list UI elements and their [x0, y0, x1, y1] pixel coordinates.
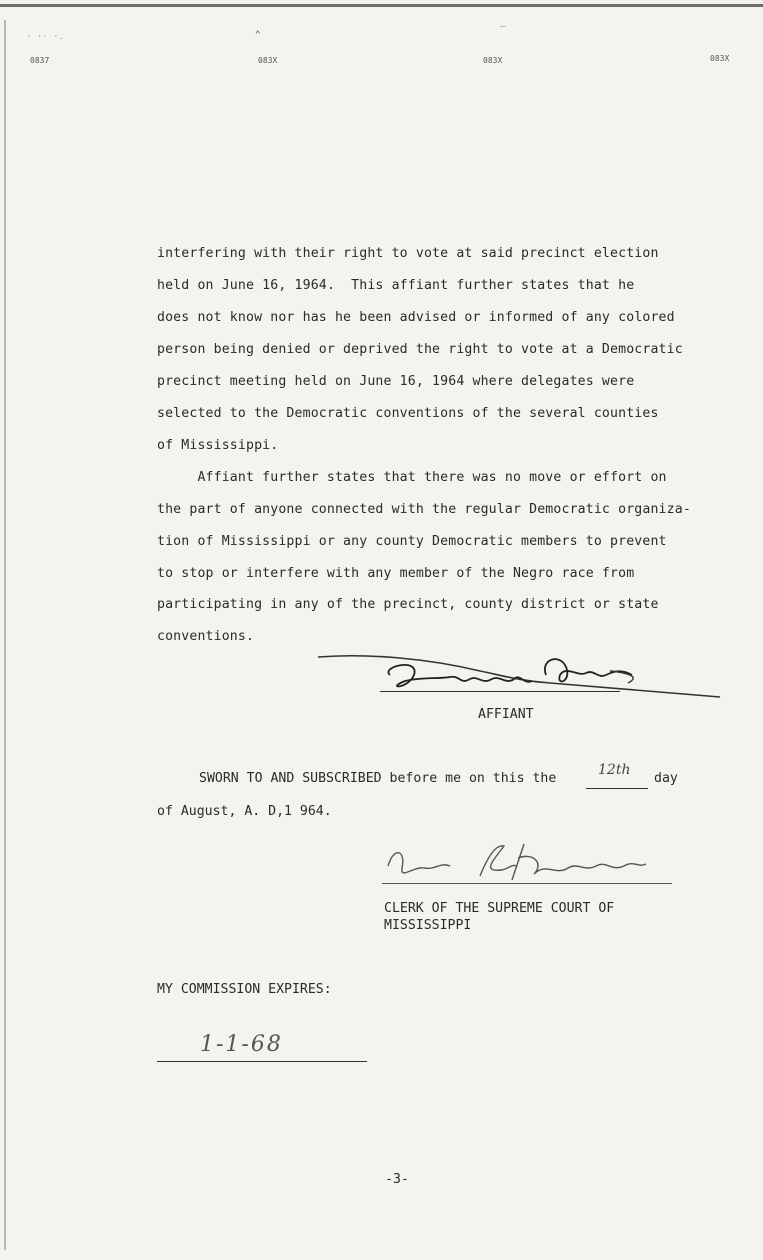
body-line: held on June 16, 1964. This affiant further states that he — [157, 278, 635, 293]
affiant-signature — [310, 645, 730, 705]
sworn-day-line — [586, 788, 648, 789]
body-line: conventions. — [157, 629, 255, 644]
body-line: of Mississippi. — [157, 438, 279, 453]
body-line: precinct meeting held on June 16, 1964 where delegates were — [157, 374, 635, 389]
commission-expires-label: MY COMMISSION EXPIRES: — [157, 982, 332, 997]
header-mark: 083X — [483, 56, 503, 65]
body-line: interfering with their right to vote at said precinct election — [157, 246, 659, 261]
commission-date-line — [157, 1061, 367, 1062]
sworn-day-handwritten: 12th — [598, 762, 631, 778]
body-line: Affiant further states that there was no move or effort on — [157, 470, 667, 485]
top-border — [0, 4, 763, 7]
smudge-mark: ⌃ — [255, 30, 261, 40]
commission-date-handwritten: 1-1-68 — [200, 1032, 283, 1057]
body-line: to stop or interfere with any member of the Negro race from — [157, 566, 635, 581]
body-line: tion of Mississippi or any county Democratic members to prevent — [157, 534, 667, 549]
clerk-title: CLERK OF THE SUPREME COURT OF — [384, 901, 615, 916]
header-mark: 083X — [258, 56, 278, 65]
body-line: selected to the Democratic conventions of the several counties — [157, 406, 659, 421]
smudge-mark: · ·· ·. — [26, 32, 64, 42]
body-line: person being denied or deprived the right to vote at a Democratic — [157, 342, 683, 357]
sworn-statement: SWORN TO AND SUBSCRIBED before me on this the — [199, 771, 557, 786]
body-line: does not know nor has he been advised or informed of any colored — [157, 310, 675, 325]
page-number: -3- — [385, 1172, 409, 1187]
smudge-mark: ‾ — [500, 26, 506, 36]
affiant-signature-line — [380, 691, 620, 692]
clerk-signature — [384, 836, 674, 886]
sworn-date-line: of August, A. D,1 964. — [157, 804, 332, 819]
clerk-title: MISSISSIPPI — [384, 918, 472, 933]
affiant-label: AFFIANT — [478, 707, 534, 722]
sworn-day-suffix: day — [654, 771, 678, 786]
body-line: the part of anyone connected with the regular Democratic organiza- — [157, 502, 691, 517]
clerk-signature-line — [382, 883, 672, 884]
body-line: participating in any of the precinct, county district or state — [157, 597, 659, 612]
header-mark: 0837 — [30, 56, 50, 65]
left-edge-shadow — [4, 20, 6, 1250]
header-mark: 083X — [710, 54, 730, 63]
